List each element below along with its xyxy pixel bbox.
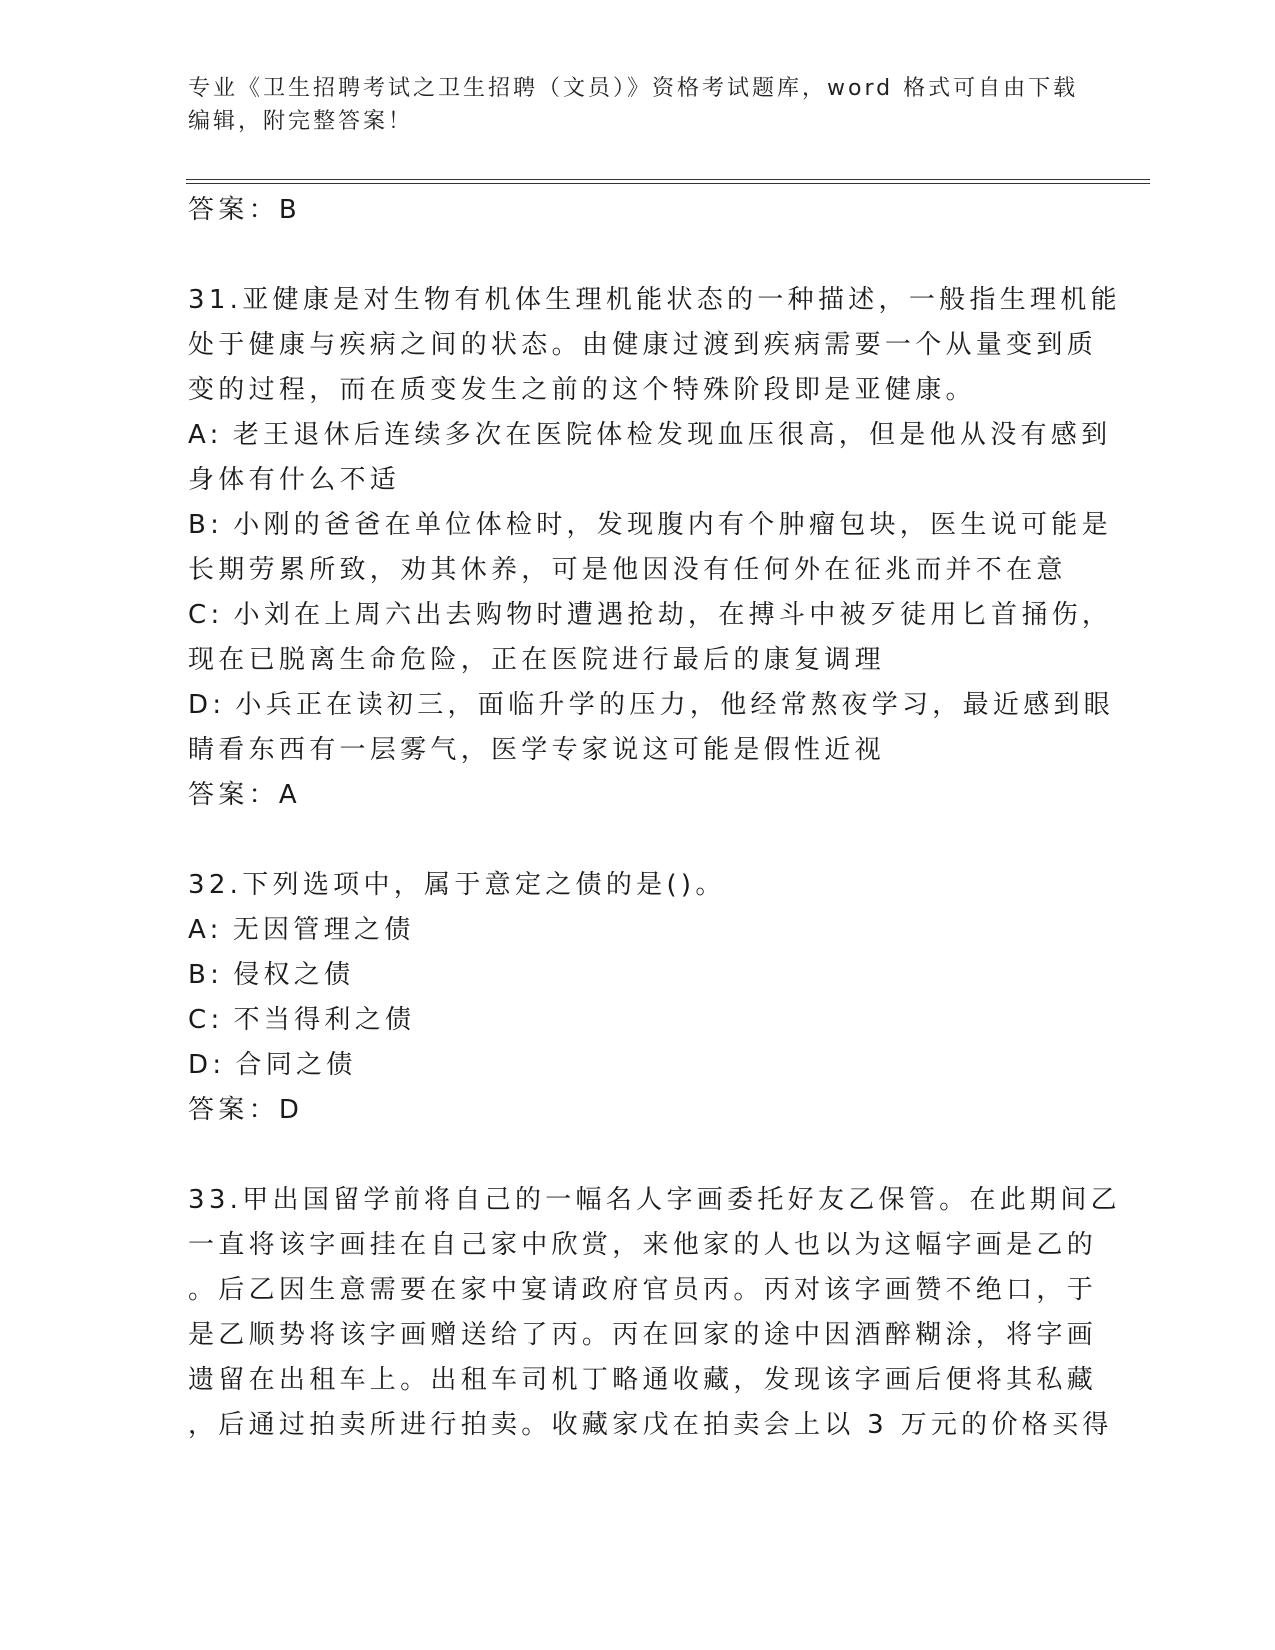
option-text: 合同之债	[235, 1050, 357, 1080]
previous-answer: 答案：B	[188, 195, 302, 225]
option-label: D:	[188, 690, 226, 720]
answer-32: 答案：D	[188, 1095, 304, 1125]
option-d	[188, 1043, 1078, 1088]
option-d	[188, 683, 1115, 728]
answer-31: 答案：A	[188, 780, 301, 810]
option-text: 侵权之债	[233, 960, 355, 990]
question-stem-line: 。后乙因生意需要在家中宴请政府官员丙。丙对该字画赞不绝口，于	[188, 1275, 1098, 1305]
question-stem-line: 一直将该字画挂在自己家中欣赏，来他家的人也以为这幅字画是乙的	[188, 1230, 1098, 1260]
question-31	[188, 278, 1121, 818]
option-c	[188, 998, 1078, 1043]
option-text: 老王退休后连续多次在医院体检发现血压很高，但是他从没有感到	[232, 420, 1112, 450]
spacer	[188, 1133, 1078, 1178]
header-line-1: 专业《卫生招聘考试之卫生招聘（文员）》资格考试题库，word 格式可自由下载	[188, 76, 1079, 101]
question-stem-line: ，后通过拍卖所进行拍卖。收藏家戊在拍卖会上以 3 万元的价格买得	[188, 1410, 1113, 1440]
option-b-continued: 长期劳累所致，劝其休养，可是他因没有任何外在征兆而并不在意	[188, 555, 1067, 585]
option-b	[188, 953, 1078, 998]
option-text: 不当得利之债	[233, 1005, 416, 1035]
question-stem-line: 31.亚健康是对生物有机体生理机能状态的一种描述，一般指生理机能	[188, 285, 1121, 315]
option-label: D:	[188, 1050, 226, 1080]
option-a-continued: 身体有什么不适	[188, 465, 401, 495]
option-label: B:	[188, 960, 224, 990]
option-c-continued: 现在已脱离生命危险，正在医院进行最后的康复调理	[188, 645, 885, 675]
spacer	[188, 818, 1078, 863]
question-stem-line: 32.下列选项中，属于意定之债的是()。	[188, 870, 726, 900]
option-a	[188, 908, 1078, 953]
header-divider-top	[186, 179, 1150, 180]
option-text: 小刚的爸爸在单位体检时，发现腹内有个肿瘤包块，医生说可能是	[233, 510, 1112, 540]
question-33	[188, 1178, 1121, 1448]
document-header	[188, 72, 1079, 138]
option-text: 小刘在上周六出去购物时遭遇抢劫，在搏斗中被歹徒用匕首捅伤，	[233, 600, 1113, 630]
question-32	[188, 863, 1078, 1133]
header-divider-bottom	[186, 183, 1150, 184]
question-stem-line: 是乙顺势将该字画赠送给了丙。丙在回家的途中因酒醉糊涂，将字画	[188, 1320, 1098, 1350]
question-stem-line: 变的过程，而在质变发生之前的这个特殊阶段即是亚健康。	[188, 375, 976, 405]
option-c	[188, 593, 1113, 638]
option-label: C:	[188, 600, 224, 630]
question-content	[188, 188, 1121, 1448]
option-d-continued: 睛看东西有一层雾气，医学专家说这可能是假性近视	[188, 735, 885, 765]
question-stem-line: 处于健康与疾病之间的状态。由健康过渡到疾病需要一个从量变到质	[188, 330, 1098, 360]
spacer	[188, 233, 1078, 278]
option-text: 无因管理之债	[232, 915, 415, 945]
question-stem-line: 33.甲出国留学前将自己的一幅名人字画委托好友乙保管。在此期间乙	[188, 1185, 1121, 1215]
question-stem-line: 遗留在出租车上。出租车司机丁略通收藏，发现该字画后便将其私藏	[188, 1365, 1098, 1395]
option-label: A:	[188, 420, 223, 450]
option-label: A:	[188, 915, 223, 945]
option-label: B:	[188, 510, 224, 540]
header-line-2: 编辑，附完整答案！	[188, 109, 414, 134]
option-b	[188, 503, 1112, 548]
option-label: C:	[188, 1005, 224, 1035]
option-a	[188, 413, 1112, 458]
option-text: 小兵正在读初三，面临升学的压力，他经常熬夜学习，最近感到眼	[235, 690, 1115, 720]
